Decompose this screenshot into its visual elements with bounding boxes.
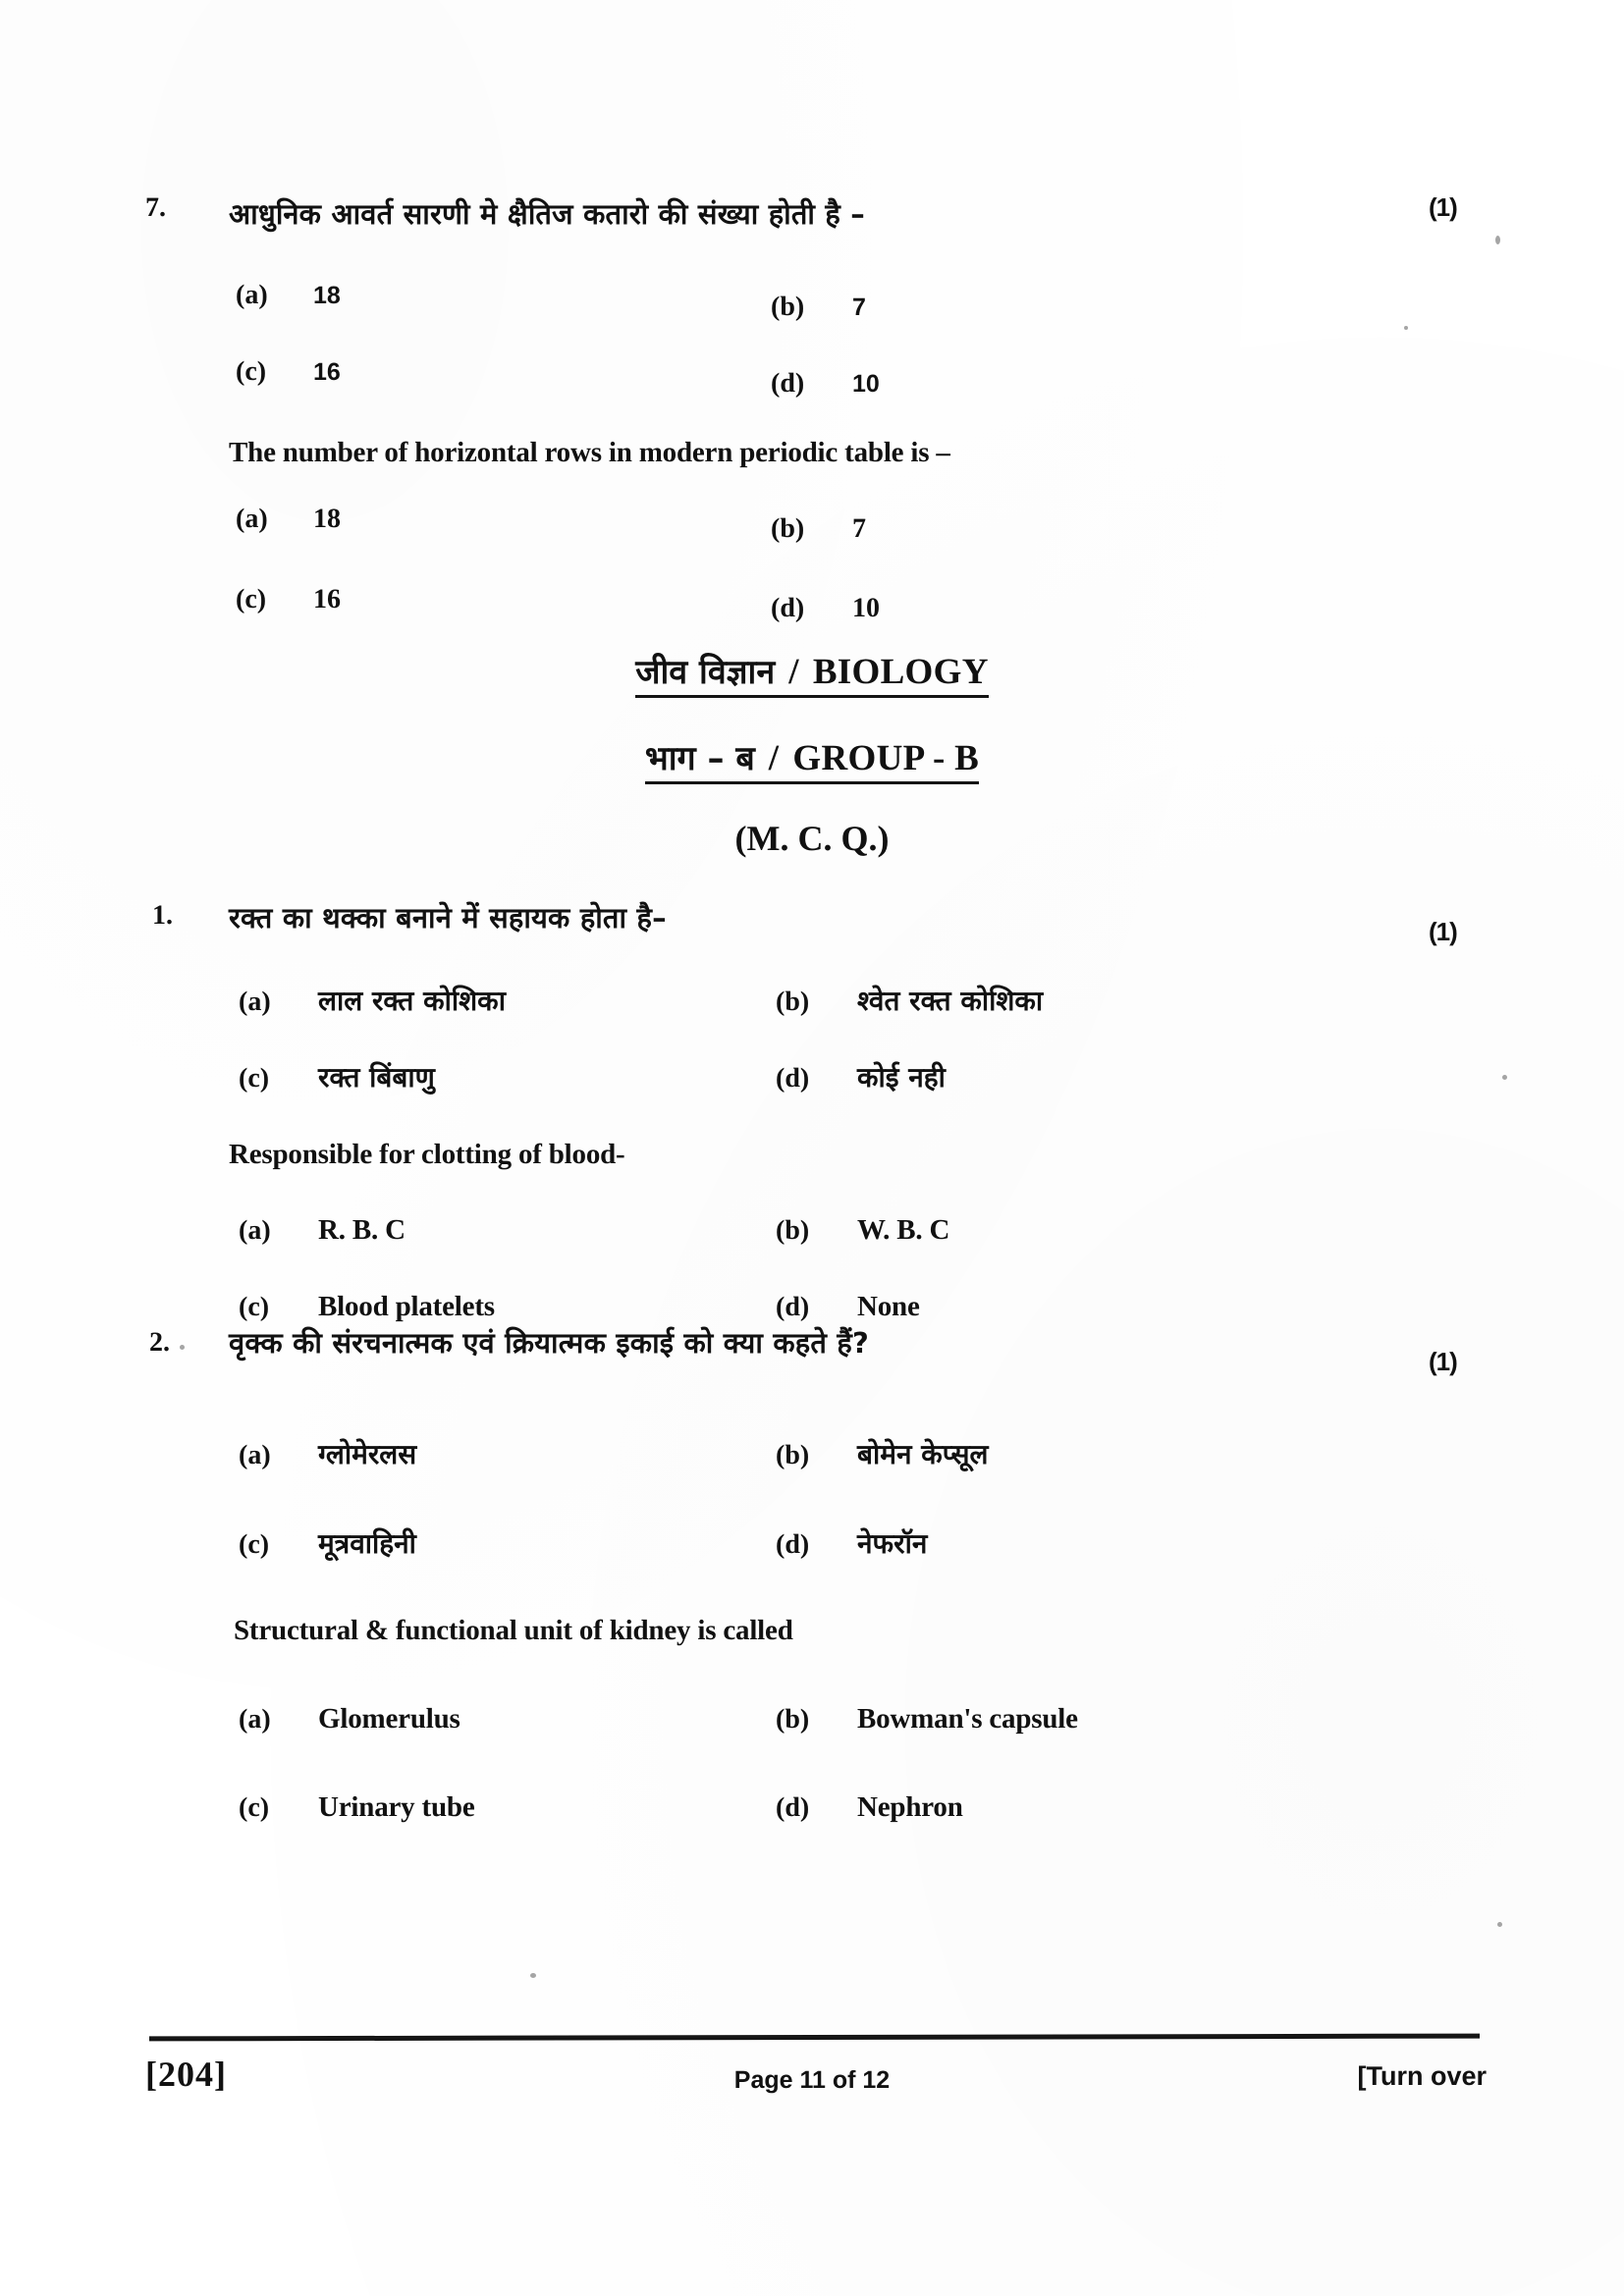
scan-speck [530,1973,536,1978]
option-value: 7 [852,513,866,544]
subject-heading-separator: / [788,652,799,692]
option-value: Blood platelets [318,1291,495,1322]
option-d-en [771,593,880,624]
option-label: (c) [239,1292,270,1322]
option-d-en [776,1791,963,1824]
subject-heading-english: BIOLOGY [812,652,989,692]
option-label: (c) [239,1792,270,1823]
option-label: (c) [236,584,267,614]
group-heading [0,734,1624,784]
marks-allocation: (1) [1429,1347,1457,1376]
option-value: 7 [852,294,866,321]
option-b-en [776,1214,949,1247]
footer-divider [149,2034,1480,2042]
option-label: (a) [239,1440,271,1470]
scan-speck [180,1345,185,1350]
option-c-en [236,584,341,615]
option-value: Bowman's capsule [857,1703,1078,1735]
option-value: नेफरॉन [857,1527,928,1560]
option-label: (d) [771,593,805,623]
option-label: (c) [239,1063,270,1094]
option-c [239,1058,435,1095]
subject-heading-biology [0,648,1624,698]
option-b [776,1435,988,1472]
option-label: (d) [776,1529,810,1560]
option-label: (d) [776,1292,810,1322]
option-value: 18 [313,504,341,534]
question-text-hindi: वृक्क की संरचनात्मक एवं क्रियात्मक इकाई को क्या कहते हैं? [229,1326,870,1360]
footer-paper-code: [204] [145,2055,227,2094]
question-text-english: Responsible for clotting of blood- [229,1139,625,1170]
option-label: (a) [239,1704,271,1735]
scan-speck [1495,236,1500,244]
option-b [771,292,866,323]
option-a-en [239,1703,460,1735]
option-value: 10 [852,593,880,623]
option-label: (d) [776,1063,810,1094]
option-value: 16 [313,358,341,386]
option-label: (a) [236,280,268,310]
question-number: 1. [152,900,173,931]
option-label: (a) [239,1215,271,1246]
option-label: (c) [236,356,267,387]
option-value: लाल रक्त कोशिका [318,985,506,1017]
option-label: (a) [239,987,271,1017]
option-a-en [239,1214,406,1247]
option-a [239,1435,416,1472]
option-value: None [857,1291,920,1322]
option-d [776,1524,927,1562]
subject-heading-hindi: जीव विज्ञान [635,653,776,692]
question-text-english: The number of horizontal rows in modern periodic table is – [229,437,950,468]
question-number: 7. [145,192,166,223]
group-heading-separator: / [768,738,780,778]
option-value: 18 [313,282,341,309]
option-value: श्वेत रक्त कोशिका [857,985,1044,1017]
option-value: W. B. C [857,1214,950,1246]
option-value: बोमेन केप्सूल [857,1438,989,1470]
marks-allocation: (1) [1429,917,1457,946]
question-type-heading: (M. C. Q.) [734,819,890,858]
question-text-hindi: आधुनिक आवर्त सारणी मे क्षैतिज कतारो की संख्या होती है – [229,197,865,231]
option-d [771,368,880,400]
option-label: (b) [776,987,810,1017]
question-text-english: Structural & functional unit of kidney is called [234,1615,793,1646]
option-value: Nephron [857,1791,963,1823]
option-value: कोई नही [857,1061,946,1094]
question-number: 2. [149,1327,170,1358]
option-a [236,280,341,311]
option-c-en [239,1791,475,1824]
option-value: R. B. C [318,1214,406,1246]
option-c [239,1524,416,1562]
option-label: (d) [776,1792,810,1823]
option-value: 16 [313,584,341,614]
option-label: (d) [771,368,805,399]
option-a [239,982,506,1019]
option-c [236,356,341,388]
option-label: (c) [239,1529,270,1560]
scan-speck [1502,1075,1507,1080]
option-b [776,982,1043,1019]
scan-speck [1497,1922,1502,1927]
option-value: ग्लोमेरलस [318,1438,417,1470]
footer-turn-over: [Turn over [1357,2061,1487,2091]
option-value: रक्त बिंबाणु [318,1061,435,1094]
option-value: मूत्रवाहिनी [318,1527,416,1560]
option-label: (b) [771,292,805,322]
option-value: 10 [852,370,880,398]
option-a-en [236,504,341,535]
option-label: (b) [771,513,805,544]
option-label: (b) [776,1215,810,1246]
option-c-en [239,1291,495,1323]
option-value: Urinary tube [318,1791,475,1823]
marks-allocation: (1) [1429,192,1457,222]
option-b-en [776,1703,1078,1735]
group-heading-hindi: भाग – ब [644,739,755,778]
group-heading-english: GROUP - B [792,738,980,778]
option-d [776,1058,946,1095]
option-label: (b) [776,1704,810,1735]
scan-speck [1404,326,1408,330]
option-value: Glomerulus [318,1703,460,1735]
option-label: (a) [236,504,268,534]
option-label: (b) [776,1440,810,1470]
option-d-en [776,1291,920,1323]
question-text-hindi: रक्त का थक्का बनाने में सहायक होता है– [229,901,667,934]
footer-page-number: Page 11 of 12 [733,2066,891,2094]
option-b-en [771,513,866,545]
